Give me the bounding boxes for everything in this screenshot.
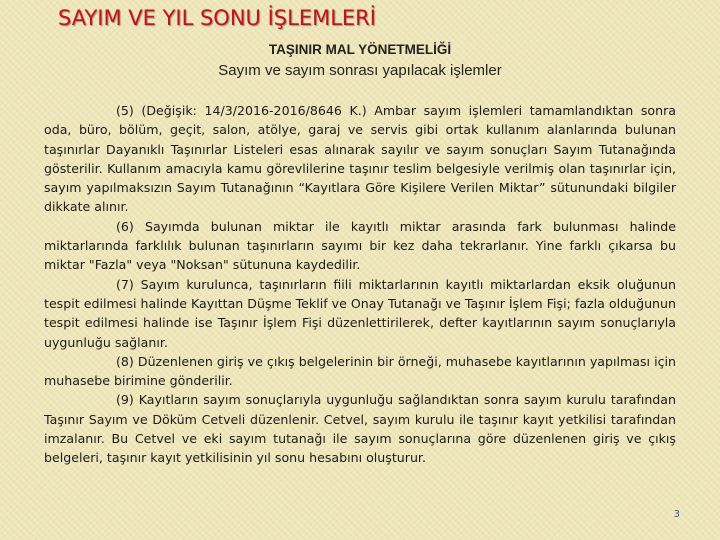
paragraph-9: (9) Kayıtların sayım sonuçlarıyla uygunluğu sağlandıktan sonra sayım kurulu tarafından Taşınır Sayım ve Döküm Cetveli düzenlenir. Cetvel, sayım kurulu ile taşınır kayıt yetkilisi tarafından imzalanır. Bu Cetvel ve eki sayım tutanağı ile sayım sonuçlarına göre düzenlenen giriş ve çıkış belgeleri, taşınır kayıt yetkilisinin yıl sonu hesabını oluşturur. — [44, 392, 676, 466]
paragraph-6: (6) Sayımda bulunan miktar ile kayıtlı miktar arasında fark bulunması halinde miktarlarında farklılık bulunan taşınırların sayımı bir kez daha tekrarlanır. Yine farklı çıkarsa bu miktar "Fazla" veya "Noksan" sütununa kaydedilir. — [44, 218, 676, 273]
section-subtitle: Sayım ve sayım sonrası yapılacak işlemler — [218, 62, 502, 79]
slide-title: SAYIM VE YIL SONU İŞLEMLERİ — [58, 6, 376, 30]
page-number: 3 — [673, 509, 680, 520]
paragraph-5: (5) (Değişik: 14/3/2016-2016/8646 K.) Ambar sayım işlemleri tamamlandıktan sonra oda, büro, bölüm, geçit, salon, atölye, garaj ve servis gibi ortak kullanım alanlarında bulunan taşınırlar Dayanıklı Taşınırlar Listeleri esas alınarak sayılır ve sayım sonuçları Sayım Tutanağında gösterilir. Kullanım amacıyla kamu görevlilerine taşınır teslim belgesiyle verilmiş olan taşınırlar için, sayım yapılmaksızın Sayım Tutanağının “Kayıtlara Göre Kişilere Verilen Miktar” sütunundaki bilgiler dikkate alınır. — [44, 103, 676, 215]
paragraph-8: (8) Düzenlenen giriş ve çıkış belgelerinin bir örneği, muhasebe kayıtlarının yapılması için muhasebe birimine gönderilir. — [44, 353, 676, 389]
paragraph-7: (7) Sayım kurulunca, taşınırların fiili miktarlarının kayıtlı miktarlardan eksik oluğunun tespit edilmesi halinde Kayıttan Düşme Teklif ve Onay Tutanağı ve Taşınır İşlem Fişi; fazla olduğunun tespit edilmesi halinde ise Taşınır İşlem Fişi düzenlettirilerek, defter kayıtlarının sayım sonuçlarıyla uygunluğu sağlanır. — [44, 276, 676, 350]
body-text — [44, 101, 676, 468]
regulation-name: TAŞINIR MAL YÖNETMELİĞİ — [268, 42, 452, 57]
